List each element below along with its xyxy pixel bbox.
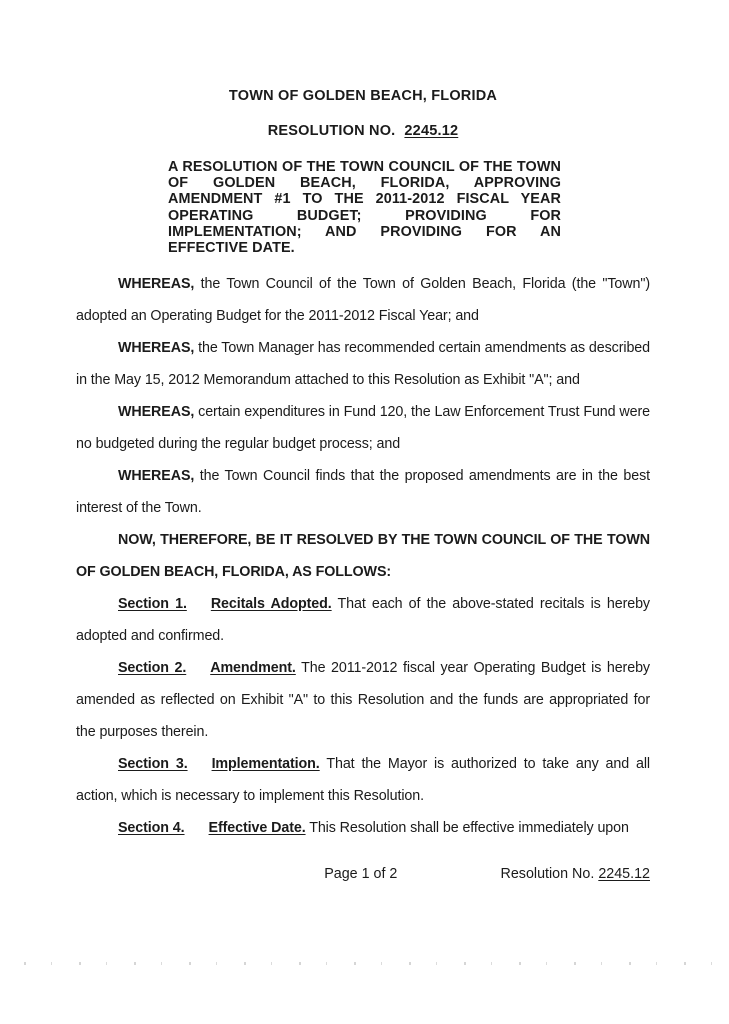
section-paragraph-3 (76, 748, 650, 812)
section-number: Section 3. (118, 756, 188, 773)
section-number: Section 4. (118, 820, 185, 837)
whereas-lead: WHEREAS, (118, 404, 195, 421)
resolution-label: RESOLUTION NO. (267, 123, 396, 139)
section-paragraph-2 (76, 652, 650, 748)
resolution-subject: A RESOLUTION OF THE TOWN COUNCIL OF THE TOWN OF GOLDEN BEACH, FLORIDA, APPROVING AMENDMENT #1 TO THE 2011-2012 FISCAL YEAR OPERATING BUDGET; PROVIDING FOR IMPLEMENTATION; AND PROVIDING FOR AN EFFECTIVE DATE. (168, 159, 561, 257)
whereas-lead: WHEREAS, (118, 276, 195, 293)
section-text: This Resolution shall be effective immediately upon (305, 820, 629, 837)
page-footer (76, 864, 650, 884)
recital-paragraph-3 (76, 396, 650, 460)
footer-resolution-number: 2245.12 (598, 866, 650, 882)
section-text: That the Mayor is authorized to take any and all action, which is necessary to implement this Resolution. (76, 756, 650, 805)
section-heading: Implementation. (211, 756, 320, 773)
section-heading: Recitals Adopted. (210, 596, 332, 613)
scan-noise-artifact (10, 962, 719, 965)
recital-paragraph-2 (76, 332, 650, 396)
section-text: The 2011-2012 fiscal year Operating Budget is hereby amended as reflected on Exhibit "A" to this Resolution and the funds are appropriated for the purposes therein. (76, 660, 650, 741)
page-number-label: Page 1 of 2 (324, 866, 398, 882)
recital-text: the Town Council of the Town of Golden Beach, Florida (the "Town") adopted an Operating Budget for the 2011-2012 Fiscal Year; and (76, 276, 650, 325)
document-body (76, 268, 650, 844)
section-number: Section 1. (118, 596, 187, 613)
section-heading: Effective Date. (208, 820, 306, 837)
recital-paragraph-1 (76, 268, 650, 332)
section-paragraph-4 (76, 812, 650, 844)
footer-resolution-label: Resolution No. (500, 866, 595, 882)
footer-resolution-reference (501, 864, 650, 884)
section-paragraph-1 (76, 588, 650, 652)
document-title: TOWN OF GOLDEN BEACH, FLORIDA (228, 88, 498, 104)
section-text: That each of the above-stated recitals is hereby adopted and confirmed. (76, 596, 650, 645)
recital-text: the Town Manager has recommended certain amendments as described in the May 15, 2012 Memorandum attached to this Resolution as Exhibit "A"; and (76, 340, 651, 389)
whereas-lead: WHEREAS, (118, 468, 195, 485)
section-heading: Amendment. (210, 660, 296, 677)
document-content (76, 0, 650, 844)
recital-text: the Town Council finds that the proposed amendments are in the best interest of the Town. (76, 468, 650, 517)
resolution-number: 2245.12 (404, 123, 459, 139)
recital-text: certain expenditures in Fund 120, the Law Enforcement Trust Fund were no budgeted during the regular budget process; and (76, 404, 650, 453)
resolved-clause: NOW, THEREFORE, BE IT RESOLVED BY THE TOWN COUNCIL OF THE TOWN OF GOLDEN BEACH, FLORIDA, AS FOLLOWS: (76, 532, 650, 581)
section-number: Section 2. (118, 660, 187, 677)
whereas-lead: WHEREAS, (118, 340, 195, 357)
resolution-number-line (76, 123, 650, 139)
recital-paragraph-4 (76, 460, 650, 524)
